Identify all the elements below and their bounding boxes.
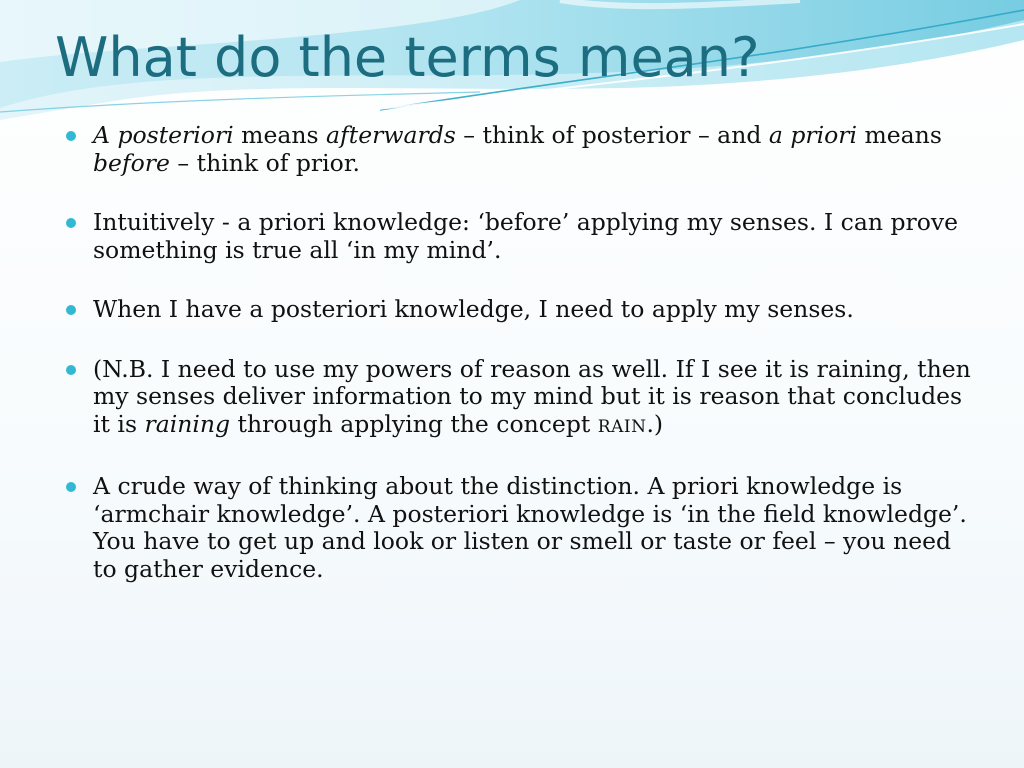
bullet-dot-icon [66, 131, 76, 141]
bullet-item-3 [66, 296, 976, 324]
term-a-priori: a priori [768, 121, 858, 149]
bullet-item-4 [66, 356, 976, 442]
bullet-list [66, 122, 976, 615]
bullet-text: When I have a posteriori knowledge, I need to apply my senses. [93, 295, 854, 323]
bullet-dot-icon [66, 218, 76, 228]
bullet-text: A posteriori means afterwards – think of posterior – and a priori means before – think of prior. [93, 121, 942, 177]
bullet-text: (N.B. I need to use my powers of reason as well. If I see it is raining, then my senses deliver information to my mind but it is reason that concludes it is raining through applying the concept RAIN.) [93, 354, 971, 438]
bullet-text: Intuitively - a priori knowledge: ‘before’ applying my senses. I can prove something is true all ‘in my mind’. [93, 208, 959, 264]
term-before: before [93, 148, 170, 177]
bullet-text: A crude way of thinking about the distinction. A priori knowledge is ‘armchair knowledge’. A posteriori knowledge is ‘in the field knowledge’. You have to get up and look or listen or smell or taste or feel – you need to gather evidence. [93, 472, 967, 583]
term-raining: raining [144, 409, 231, 438]
bullet-item-1 [66, 122, 976, 177]
slide-title: What do the terms mean? [55, 26, 760, 89]
bullet-item-5 [66, 473, 976, 583]
bullet-dot-icon [66, 305, 76, 315]
term-rain-concept: RAIN [597, 416, 647, 437]
bullet-item-2 [66, 209, 976, 264]
bullet-dot-icon [66, 365, 76, 375]
term-a-posteriori: A posteriori [93, 121, 234, 149]
bullet-dot-icon [66, 482, 76, 492]
term-afterwards: afterwards [326, 121, 456, 149]
